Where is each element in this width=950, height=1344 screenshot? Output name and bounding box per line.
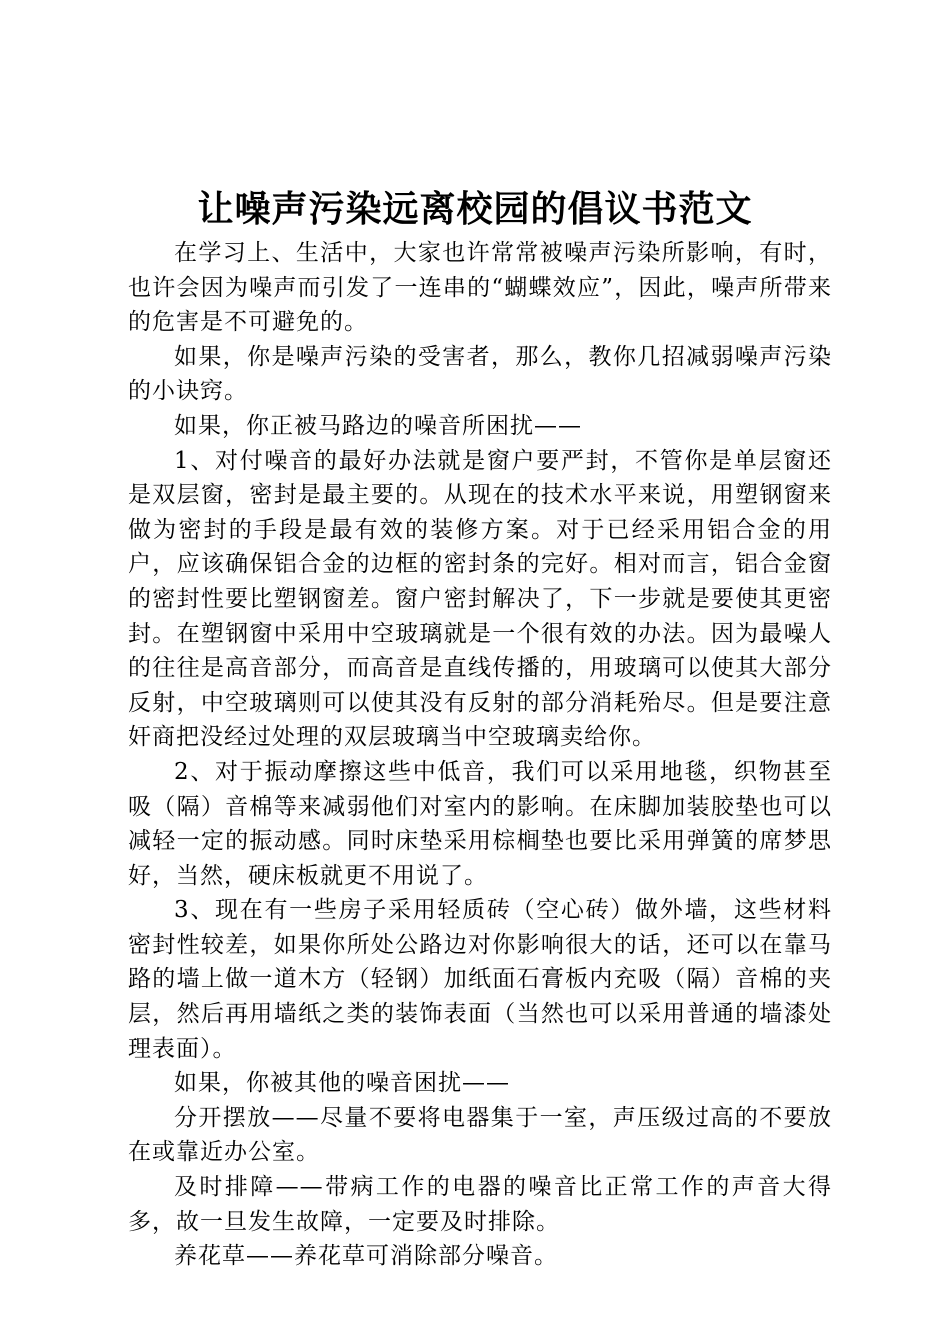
paragraph-separate-appliances: 分开摆放——尽量不要将电器集于一室，声压级过高的不要放在或靠近办公室。	[128, 1104, 832, 1166]
paragraph-tip-2-vibration: 2、对于振动摩擦这些中低音，我们可以采用地毯，织物甚至吸（隔）音棉等来减弱他们对室内的影响。在床脚加装胶垫也可以减轻一定的振动感。同时床垫采用棕榈垫也要比采用弹簧的席梦思好，当然，硬床板就更不用说了。	[128, 758, 832, 889]
paragraph-tip-1-windows: 1、对付噪音的最好办法就是窗户要严封，不管你是单层窗还是双层窗，密封是最主要的。从现在的技术水平来说，用塑钢窗来做为密封的手段是最有效的装修方案。对于已经采用铝合金的用户，应该确保铝合金的边框的密封条的完好。相对而言，铝合金窗的密封性要比塑钢窗差。窗户密封解决了，下一步就是要使其更密封。在塑钢窗中采用中空玻璃就是一个很有效的办法。因为最噪人的往往是高音部分，而高音是直线传播的，用玻璃可以使其大部分反射，中空玻璃则可以使其没有反射的部分消耗殆尽。但是要注意奸商把没经过处理的双层玻璃当中空玻璃卖给你。	[128, 447, 832, 751]
document-body	[128, 236, 832, 1274]
paragraph-victim-tips: 如果，你是噪声污染的受害者，那么，教你几招减弱噪声污染的小诀窍。	[128, 343, 832, 405]
paragraph-plants: 养花草——养花草可消除部分噪音。	[174, 1243, 558, 1270]
paragraph-roadside-heading: 如果，你正被马路边的噪音所困扰——	[174, 412, 582, 439]
paragraph-fix-faults: 及时排障——带病工作的电器的噪音比正常工作的声音大得多，故一旦发生故障，一定要及时排除。	[128, 1174, 832, 1235]
paragraph-intro: 在学习上、生活中，大家也许常常被噪声污染所影响，有时，也许会因为噪声而引发了一连串的“蝴蝶效应”，因此，噪声所带来的危害是不可避免的。	[128, 240, 832, 336]
paragraph-tip-3-walls: 3、现在有一些房子采用轻质砖（空心砖）做外墙，这些材料密封性较差，如果你所处公路边对你影响很大的话，还可以在靠马路的墙上做一道木方（轻钢）加纸面石膏板内充吸（隔）音棉的夹层，然后再用墙纸之类的装饰表面（当然也可以采用普通的墙漆处理表面）。	[128, 897, 832, 1062]
paragraph-other-noise-heading: 如果，你被其他的噪音困扰——	[174, 1070, 510, 1097]
document-title: 让噪声污染远离校园的倡议书范文	[197, 189, 753, 230]
